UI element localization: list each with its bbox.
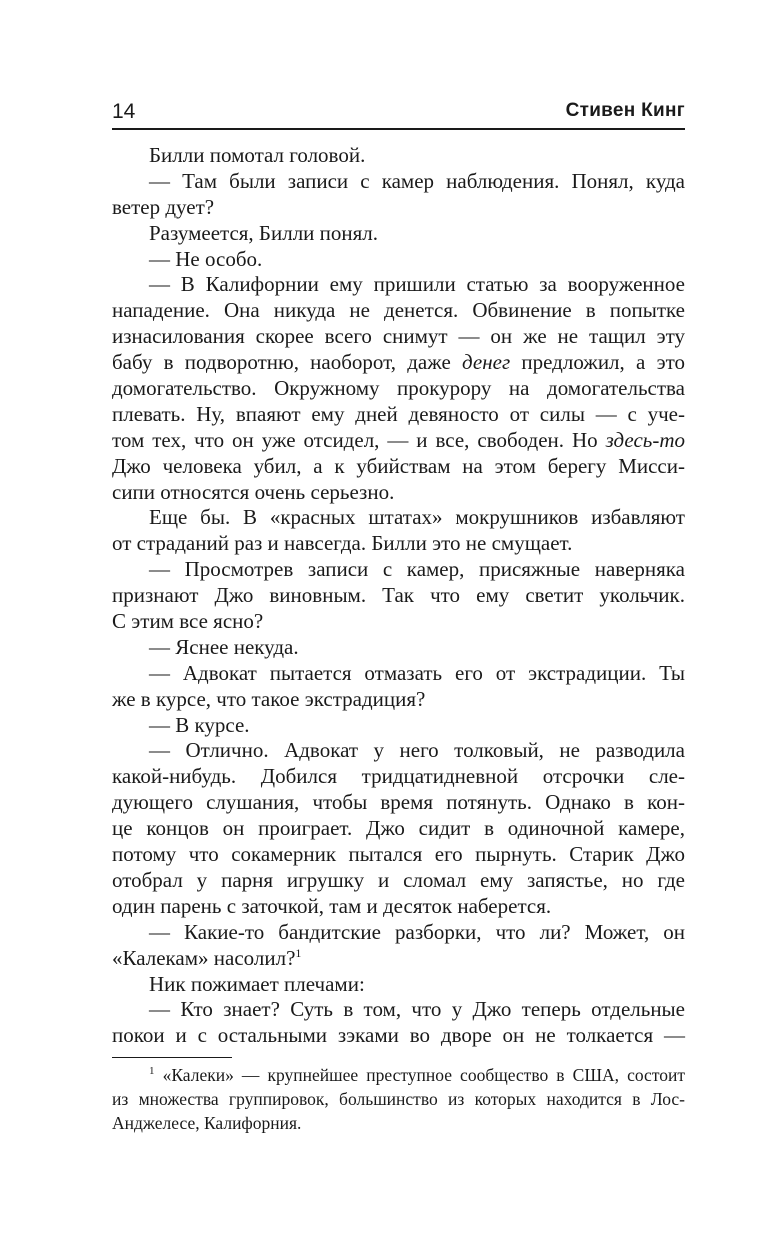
text-line: сипи относятся очень серьезно.	[112, 479, 395, 504]
text-line: отобрал у парня игрушку и сломал ему запястье, но где	[112, 867, 685, 892]
page-header	[112, 98, 685, 130]
text-line: — Не особо.	[149, 246, 263, 271]
text-line: же в курсе, что такое экстрадиция?	[112, 686, 426, 711]
text-line: один парень с заточкой, там и десяток наберется.	[112, 893, 552, 918]
emphasis: здесь-то	[605, 427, 685, 452]
text-line: дующего слушания, чтобы время потянуть. Однако в кон-	[112, 790, 685, 815]
text-line: ветер дует?	[112, 194, 215, 219]
footnote-line: $^1$ «Калеки» — крупнейшее преступное сообщество в США, состоит	[149, 1065, 685, 1085]
text-line: Разумеется, Билли понял.	[149, 220, 379, 245]
emphasis: денег	[462, 350, 511, 375]
text-line: — Кто знает? Суть в том, что у Джо теперь отдельные	[149, 997, 685, 1022]
text-line: — В курсе.	[149, 712, 250, 737]
footnote-rule	[112, 1057, 232, 1058]
text-line: от страданий раз и навсегда. Билли это не смущает.	[112, 531, 573, 556]
text-line: — Яснее некуда.	[149, 634, 299, 659]
text-line: нападение. Она никуда не денется. Обвинение в попытке	[112, 298, 685, 323]
text-line: це концов он проиграет. Джо сидит в одиночной камере,	[112, 816, 685, 841]
text-line: том тех, что он уже отсидел, — и все, свободен. Но здесь-то	[112, 427, 685, 452]
header-rule	[112, 128, 685, 130]
text-line: домогательство. Окружному прокурору на домогательства	[112, 376, 685, 401]
text-line: — Адвокат пытается отмазать его от экстрадиции. Ты	[149, 660, 685, 685]
line-with-footnote-ref: «Калекам» насолил?	[112, 945, 296, 970]
text-line: — Какие-то бандитские разборки, что ли? Может, он	[149, 919, 685, 944]
body-text	[112, 143, 685, 1049]
text-line: признают Джо виновным. Так что ему светит укольчик.	[112, 583, 685, 608]
text-line: плевать. Ну, впаяют ему дней девяносто от силы — с уче-	[112, 401, 685, 426]
footnote-reference: 1	[295, 945, 302, 960]
running-title: Стивен Кинг	[565, 100, 685, 121]
footnote-line: Анджелесе, Калифорния.	[112, 1113, 302, 1133]
page-number: 14	[112, 100, 136, 123]
text-line: — Отлично. Адвокат у него толковый, не разводила	[149, 738, 685, 763]
text-line: изнасилования скорее всего снимут — он же не тащил эту	[112, 324, 685, 349]
text-line: Джо человека убил, а к убийствам на этом берегу Мисси-	[112, 453, 685, 478]
text-line: покои и с остальными зэками во дворе он не толкается —	[112, 1023, 685, 1048]
text-line: Билли помотал головой.	[149, 143, 366, 167]
text-line: С этим все ясно?	[112, 609, 264, 634]
footnote-line: из множества группировок, большинство из которых находится в Лос-	[112, 1089, 685, 1109]
text-line: потому что сокамерник пытался его пырнуть. Старик Джо	[112, 842, 685, 867]
text-line: Ник пожимает плечами:	[149, 971, 365, 996]
text-line: — В Калифорнии ему пришили статью за вооруженное	[149, 272, 685, 297]
text-line: Еще бы. В «красных штатах» мокрушников избавляют	[149, 505, 685, 530]
footnote-mark: 1	[149, 1065, 155, 1077]
footnote	[112, 1063, 685, 1135]
text-line: какой-нибудь. Добился тридцатидневной отсрочки сле-	[112, 764, 685, 789]
text-line: — Там были записи с камер наблюдения. Понял, куда	[149, 168, 685, 193]
text-line: — Просмотрев записи с камер, присяжные наверняка	[149, 557, 685, 582]
text-line: бабу в подворотню, наоборот, даже денег предложил, а это	[112, 350, 685, 375]
text-line	[112, 946, 685, 972]
